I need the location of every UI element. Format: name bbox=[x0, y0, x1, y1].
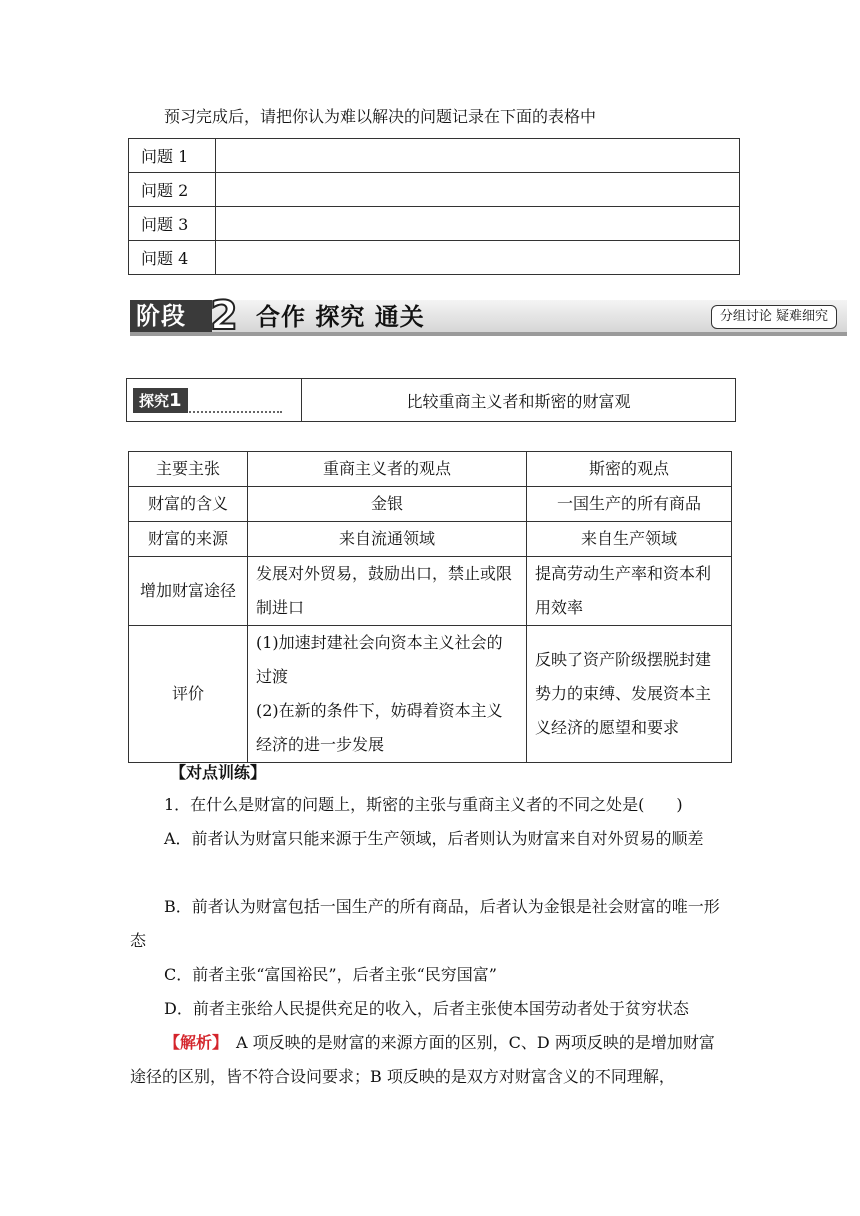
evaluation-point-1: (1)加速封建社会向资本主义社会的过渡 bbox=[256, 633, 503, 686]
answer-cell[interactable] bbox=[216, 173, 740, 207]
question-stem: 1．在什么是财富的问题上，斯密的主张与重商主义者的不同之处是( ) bbox=[164, 795, 683, 814]
table-row bbox=[129, 207, 740, 241]
answer-cell[interactable] bbox=[216, 139, 740, 173]
question-label: 问题 2 bbox=[129, 173, 216, 207]
analysis-paragraph bbox=[130, 1026, 730, 1094]
column-header: 斯密的观点 bbox=[527, 452, 732, 487]
option-a[interactable]: A．前者认为财富只能来源于生产领域，后者则认为财富来自对外贸易的顺差 bbox=[164, 829, 704, 848]
question-record-table bbox=[128, 138, 740, 275]
explore-badge bbox=[133, 388, 188, 413]
answer-cell[interactable] bbox=[216, 241, 740, 275]
smith-cell: 一国生产的所有商品 bbox=[527, 487, 732, 522]
stage-number: 2 bbox=[210, 293, 238, 339]
evaluation-point-2: (2)在新的条件下，妨碍着资本主义经济的进一步发展 bbox=[256, 701, 503, 754]
explore-title: 比较重商主义者和斯密的财富观 bbox=[302, 379, 736, 422]
dotted-divider bbox=[186, 411, 282, 413]
option-c[interactable]: C．前者主张“富国裕民”，后者主张“民穷国富” bbox=[164, 965, 497, 984]
mercantilist-cell: 发展对外贸易，鼓励出口，禁止或限制进口 bbox=[248, 557, 527, 626]
row-label: 增加财富途径 bbox=[129, 557, 248, 626]
question-label: 问题 3 bbox=[129, 207, 216, 241]
option-d[interactable]: D．前者主张给人民提供充足的收入，后者主张使本国劳动者处于贫穷状态 bbox=[164, 999, 689, 1018]
column-header: 重商主义者的观点 bbox=[248, 452, 527, 487]
table-header-row bbox=[129, 452, 732, 487]
table-row bbox=[129, 241, 740, 275]
explore-label: 探究 bbox=[139, 391, 170, 410]
row-label: 财富的来源 bbox=[129, 522, 248, 557]
smith-cell: 提高劳动生产率和资本利用效率 bbox=[527, 557, 732, 626]
table-row bbox=[129, 626, 732, 763]
row-label: 评价 bbox=[129, 626, 248, 763]
stage-title: 合作 探究 通关 bbox=[256, 303, 425, 331]
comparison-table bbox=[128, 451, 732, 763]
training-heading: 【对点训练】 bbox=[170, 763, 267, 782]
smith-cell: 反映了资产阶级摆脱封建势力的束缚、发展资本主义经济的愿望和要求 bbox=[527, 626, 732, 763]
table-row bbox=[129, 173, 740, 207]
table-row bbox=[129, 139, 740, 173]
table-row bbox=[129, 487, 732, 522]
table-row bbox=[129, 557, 732, 626]
table-row bbox=[129, 522, 732, 557]
explore-header bbox=[126, 378, 736, 422]
analysis-label: 【解析】 bbox=[164, 1033, 221, 1052]
mercantilist-cell: 来自流通领域 bbox=[248, 522, 527, 557]
answer-cell[interactable] bbox=[216, 207, 740, 241]
intro-text: 预习完成后，请把你认为难以解决的问题记录在下面的表格中 bbox=[164, 107, 597, 126]
column-header: 主要主张 bbox=[129, 452, 248, 487]
question-label: 问题 4 bbox=[129, 241, 216, 275]
option-b[interactable]: B．前者认为财富包括一国生产的所有商品，后者认为金银是社会财富的唯一形态 bbox=[130, 897, 720, 950]
stage-tag: 分组讨论 疑难细究 bbox=[711, 305, 837, 329]
mercantilist-cell: 金银 bbox=[248, 487, 527, 522]
mercantilist-cell bbox=[248, 626, 527, 763]
analysis-text: A 项反映的是财富的来源方面的区别，C、D 两项反映的是增加财富途径的区别，皆不符合设问要求；B 项反映的是双方对财富含义的不同理解， bbox=[130, 1033, 715, 1086]
row-label: 财富的含义 bbox=[129, 487, 248, 522]
stage-banner bbox=[130, 293, 847, 339]
explore-number: 1 bbox=[169, 389, 182, 411]
smith-cell: 来自生产领域 bbox=[527, 522, 732, 557]
stage-label: 阶段 bbox=[130, 300, 212, 332]
question-label: 问题 1 bbox=[129, 139, 216, 173]
